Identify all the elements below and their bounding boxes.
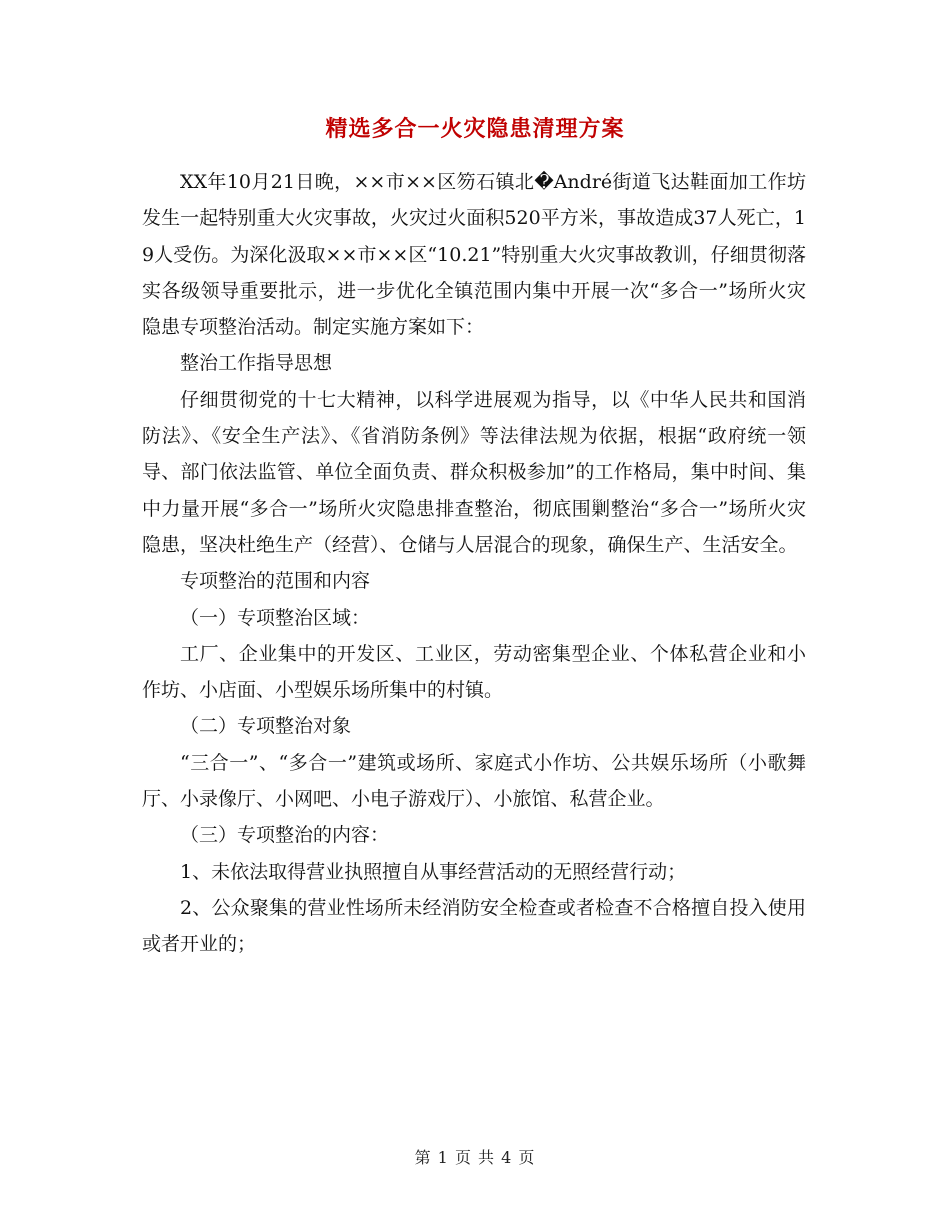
subheading-content: （三）专项整治的内容： (180, 824, 390, 847)
page-number: 第 1 页 共 4 页 (414, 1148, 536, 1167)
paragraph-area: 工厂、企业集中的开发区、工业区，劳动密集型企业、个体私营企业和小作坊、小店面、小型娱乐场所集中的村镇。 (142, 642, 806, 702)
paragraph-intro: XX年10月21日晚，××市××区笏石镇北�André街道飞达鞋面加工作坊发生一起特别重大火灾事故，火灾过火面积520平方米，事故造成37人死亡，19人受伤。为深化汲取××市××区“10.21”特别重大火灾事故教训，仔细贯彻落实各级领导重要批示，进一步优化全镇范围内集中开展一次“多合一”场所火灾隐患专项整治活动。制定实施方案如下： (142, 171, 806, 339)
list-item-2: 2、公众聚集的营业性场所未经消防安全检查或者检查不合格擅自投入使用或者开业的； (142, 896, 806, 956)
list-item-1: 1、未依法取得营业执照擅自从事经营活动的无照经营行动； (180, 860, 687, 883)
paragraph-guiding-ideology: 仔细贯彻党的十七大精神，以科学进展观为指导，以《中华人民共和国消防法》、《安全生产法》、《省消防条例》等法律法规为依据，根据“政府统一领导、部门依法监管、单位全面负责、群众积极参加”的工作格局，集中时间、集中力量开展“多合一”场所火灾隐患排查整治，彻底围剿整治“多合一”场所火灾隐患，坚决杜绝生产（经营）、仓储与人居混合的现象，确保生产、生活安全。 (142, 388, 806, 556)
subheading-targets: （二）专项整治对象 (180, 715, 352, 738)
subheading-area: （一）专项整治区域： (180, 606, 371, 629)
heading-scope-content: 专项整治的范围和内容 (180, 570, 371, 593)
document-title: 精选多合一火灾隐患清理方案 (325, 116, 625, 142)
paragraph-targets: “三合一”、“多合一”建筑或场所、家庭式小作坊、公共娱乐场所（小歌舞厅、小录像厅、小网吧、小电子游戏厅）、小旅馆、私营企业。 (142, 751, 806, 811)
document-body (142, 164, 806, 963)
heading-guiding-ideology: 整治工作指导思想 (180, 352, 333, 375)
